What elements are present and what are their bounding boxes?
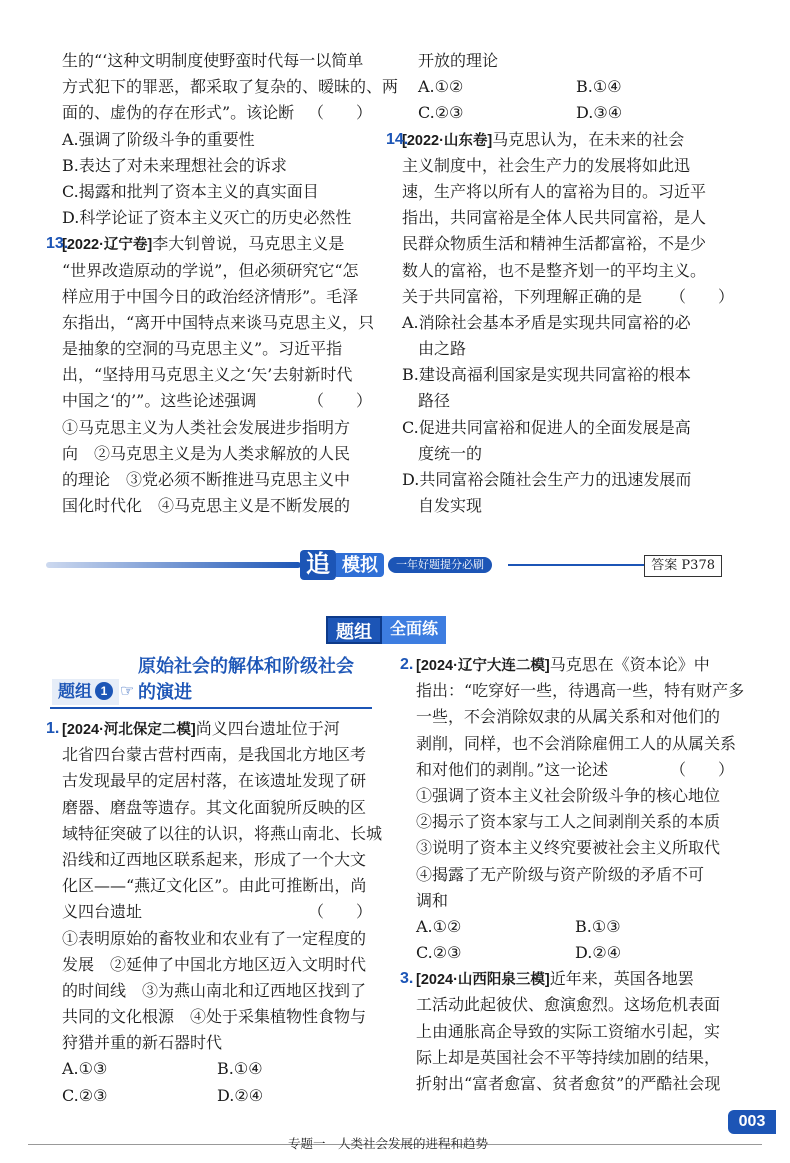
group-title-main: 题组 bbox=[326, 616, 382, 644]
question-1-head bbox=[46, 716, 372, 742]
option-b-cont: 路径 bbox=[418, 391, 451, 411]
topic-title-line: 的演进 bbox=[138, 682, 192, 702]
text-line-content: 和对他们的剥削。”这一论述 bbox=[416, 759, 609, 779]
question-text: 尚义四台遗址位于河 bbox=[195, 719, 340, 738]
topic-underline bbox=[50, 707, 372, 709]
text-line bbox=[62, 100, 372, 126]
question-number: 2. bbox=[400, 656, 414, 673]
answer-paren: （ ） bbox=[307, 902, 372, 922]
question-text: 马克思认为，在未来的社会 bbox=[492, 129, 685, 149]
text-line: 磨器、磨盘等遗存。其文化面貌所反映的区 bbox=[62, 797, 367, 817]
text-line: 古发现最早的定居村落，在该遗址发现了研 bbox=[62, 771, 367, 791]
option-c: C.促进共同富裕和促进人的全面发展是高 bbox=[402, 417, 691, 437]
statement-line: ①表明原始的畜牧业和农业有了一定程度的 bbox=[62, 928, 367, 948]
statement-line: 狩猎并重的新石器时代 bbox=[62, 1033, 223, 1053]
text-line bbox=[400, 757, 734, 783]
topic-title-line: 原始社会的解体和阶级社会 bbox=[138, 656, 354, 676]
text-line: 样应用于中国今日的政治经济情形”。毛泽 bbox=[62, 286, 359, 306]
statement-line: 的时间线 ③为燕山南北和辽西地区找到了 bbox=[62, 980, 367, 1000]
option-d-cont: 自发实现 bbox=[418, 496, 483, 516]
option-b: B.①④ bbox=[576, 77, 622, 97]
left-column-bottom bbox=[46, 716, 383, 1109]
statement-line: 国化时代化 ④马克思主义是不断发展的 bbox=[62, 496, 351, 516]
text-line: 方式犯下的罪恶，都采取了复杂的、暧昧的、两 bbox=[62, 77, 399, 97]
text-line bbox=[46, 899, 372, 925]
text-line: 开放的理论 bbox=[418, 51, 499, 70]
text-line: 工活动此起彼伏、愈演愈烈。这场危机表面 bbox=[416, 995, 721, 1015]
option-c: C.揭露和批判了资本主义的真实面目 bbox=[62, 181, 319, 201]
option-a: A.强调了阶级斗争的重要性 bbox=[62, 129, 255, 149]
question-number: 14. bbox=[386, 130, 409, 148]
statement-line: 共同的文化根源 ④处于采集植物性食物与 bbox=[62, 1007, 367, 1027]
page-number: 003 bbox=[728, 1110, 776, 1134]
statement-line: 调和 bbox=[416, 890, 449, 910]
text-line: 际上却是英国社会不平等持续加剧的结果， bbox=[416, 1047, 721, 1067]
right-column-top bbox=[386, 48, 734, 519]
option-d: D.②④ bbox=[217, 1085, 264, 1105]
statement-line: 发展 ②延伸了中国北方地区迈入文明时代 bbox=[62, 954, 367, 974]
text-line: 是抽象的空洞的马克思主义”。习近平指 bbox=[62, 339, 343, 359]
text-line: 生的“‘这种文明制度使野蛮时代每一以简单 bbox=[62, 51, 364, 70]
text-line: 折射出“富者愈富、贫者愈贫”的严酷社会现 bbox=[416, 1074, 721, 1093]
options-row bbox=[400, 914, 734, 940]
topic-title bbox=[138, 653, 354, 705]
text-line: 北省四台蒙古营村西南，是我国北方地区考 bbox=[62, 745, 367, 765]
option-c: C.②③ bbox=[62, 1085, 108, 1105]
text-line: 民群众物质生活和精神生活都富裕，不是少 bbox=[402, 234, 707, 254]
section-band bbox=[46, 548, 730, 582]
options-row bbox=[402, 100, 734, 126]
question-2-head bbox=[400, 652, 734, 678]
statement-line: 向 ②马克思主义是为人类求解放的人民 bbox=[62, 443, 351, 463]
statement-line: ①强调了资本主义社会阶级斗争的核心地位 bbox=[416, 785, 721, 805]
answer-paren: （ ） bbox=[307, 391, 372, 411]
question-source: [2024·河北保定二模] bbox=[62, 722, 196, 738]
topic-heading bbox=[50, 653, 372, 711]
text-line: 沿线和辽西地区联系起来，形成了一个大文 bbox=[62, 849, 367, 869]
text-line-content: 中国之‘的’”。这些论述强调 bbox=[62, 391, 257, 411]
badge-zhui: 追 bbox=[300, 550, 336, 580]
topic-number: 1 bbox=[95, 682, 113, 700]
text-line-content: 面的、虚伪的存在形式”。该论断 bbox=[62, 103, 295, 123]
options-row bbox=[46, 1083, 372, 1109]
question-number: 3. bbox=[400, 970, 414, 988]
option-b: B.①④ bbox=[217, 1059, 263, 1079]
option-b: B.表达了对未来理想社会的诉求 bbox=[62, 155, 287, 175]
statement-line: ②揭示了资本家与工人之间剥削关系的本质 bbox=[416, 812, 721, 832]
footer-topic: 专题一 人类社会发展的进程和趋势 bbox=[288, 1137, 489, 1151]
text-line: 指出，共同富裕是全体人民共同富裕，是人 bbox=[402, 208, 707, 228]
question-text: 李大钊曾说，马克思主义是 bbox=[152, 234, 345, 254]
text-line-content: 义四台遗址 bbox=[62, 902, 143, 922]
right-column-bottom bbox=[400, 652, 745, 1097]
text-line-content: 关于共同富裕，下列理解正确的是 bbox=[402, 286, 643, 306]
option-a: A.①② bbox=[416, 916, 462, 936]
option-a: A.①② bbox=[418, 77, 464, 97]
question-number: 13. bbox=[46, 235, 69, 253]
group-title-sub: 全面练 bbox=[382, 616, 446, 644]
option-a: A.①③ bbox=[62, 1059, 108, 1079]
text-line: 剥削，同样，也不会消除雇佣工人的从属关系 bbox=[416, 733, 737, 753]
text-line: 域特征突破了以往的认识，将燕山南北、长城 bbox=[62, 823, 383, 843]
text-line: 东指出，“离开中国特点来谈马克思主义，只 bbox=[62, 312, 375, 332]
question-13-head bbox=[46, 231, 372, 257]
question-14-head bbox=[386, 127, 734, 153]
option-a-cont: 由之路 bbox=[418, 339, 467, 359]
text-line: 数人的富裕，也不是整齐划一的平均主义。 bbox=[402, 260, 707, 280]
text-line: 主义制度中，社会生产力的发展将如此迅 bbox=[402, 155, 691, 175]
text-line: 上由通胀高企导致的实际工资缩水引起，实 bbox=[416, 1021, 721, 1041]
option-d: D.②④ bbox=[575, 943, 622, 963]
question-number: 1. bbox=[46, 720, 60, 737]
option-c: C.②③ bbox=[418, 103, 464, 123]
statement-line: 的理论 ③党必须不断推进马克思主义中 bbox=[62, 470, 351, 489]
text-line: 指出：“吃穿好一些，待遇高一些，特有财产多 bbox=[416, 681, 745, 701]
options-row bbox=[400, 940, 734, 966]
option-c-cont: 度统一的 bbox=[418, 443, 483, 463]
group-title bbox=[326, 616, 446, 644]
answer-paren: （ ） bbox=[307, 103, 372, 123]
badge-subtitle: 一年好题提分必刷 bbox=[388, 557, 492, 573]
option-a: A.消除社会基本矛盾是实现共同富裕的必 bbox=[402, 312, 691, 332]
statement-line: ①马克思主义为人类社会发展进步指明方 bbox=[62, 417, 351, 437]
topic-tag-label: 题组 bbox=[58, 682, 92, 701]
statement-line: ④揭露了无产阶级与资产阶级的矛盾不可 bbox=[416, 864, 705, 884]
text-line: 速，生产将以所有人的富裕为目的。习近平 bbox=[402, 181, 707, 201]
text-line: 出，“坚持用马克思主义之‘矢’去射新时代 bbox=[62, 365, 353, 385]
question-source: [2024·辽宁大连二模] bbox=[416, 658, 550, 674]
option-c: C.②③ bbox=[416, 943, 462, 963]
topic-tag bbox=[52, 679, 119, 705]
hand-icon: ☞ bbox=[120, 681, 135, 700]
option-d: D.科学论证了资本主义灭亡的历史必然性 bbox=[62, 208, 352, 228]
option-b: B.①③ bbox=[575, 916, 621, 936]
question-source: [2022·山东卷] bbox=[402, 132, 493, 149]
text-line: “世界改造原动的学说”，但必须研究它“怎 bbox=[62, 260, 359, 280]
question-3-head bbox=[400, 966, 734, 992]
text-line bbox=[402, 284, 734, 310]
option-d: D.共同富裕会随社会生产力的迅速发展而 bbox=[402, 470, 692, 489]
question-text: 近年来，英国各地罢 bbox=[549, 969, 694, 989]
band-line-left bbox=[46, 562, 301, 568]
text-line: 一些，不会消除奴隶的从属关系和对他们的 bbox=[416, 707, 721, 727]
text-line: 化区——“燕辽文化区”。由此可推断出，尚 bbox=[62, 876, 367, 896]
statement-line: ③说明了资本主义终究要被社会主义所取代 bbox=[416, 838, 721, 858]
option-d: D.③④ bbox=[576, 103, 623, 123]
option-b: B.建设高福利国家是实现共同富裕的根本 bbox=[402, 365, 691, 385]
question-source: [2024·山西阳泉三模] bbox=[416, 972, 550, 989]
answer-paren: （ ） bbox=[669, 286, 734, 306]
question-source: [2022·辽宁卷] bbox=[62, 237, 153, 254]
options-row bbox=[46, 1056, 372, 1082]
question-text: 马克思在《资本论》中 bbox=[549, 655, 710, 674]
answer-paren: （ ） bbox=[669, 759, 734, 779]
section-badge bbox=[300, 550, 492, 580]
answer-reference: 答案 P378 bbox=[644, 555, 722, 577]
badge-moni: 模拟 bbox=[336, 553, 384, 577]
text-line bbox=[62, 388, 372, 414]
options-row bbox=[402, 74, 734, 100]
